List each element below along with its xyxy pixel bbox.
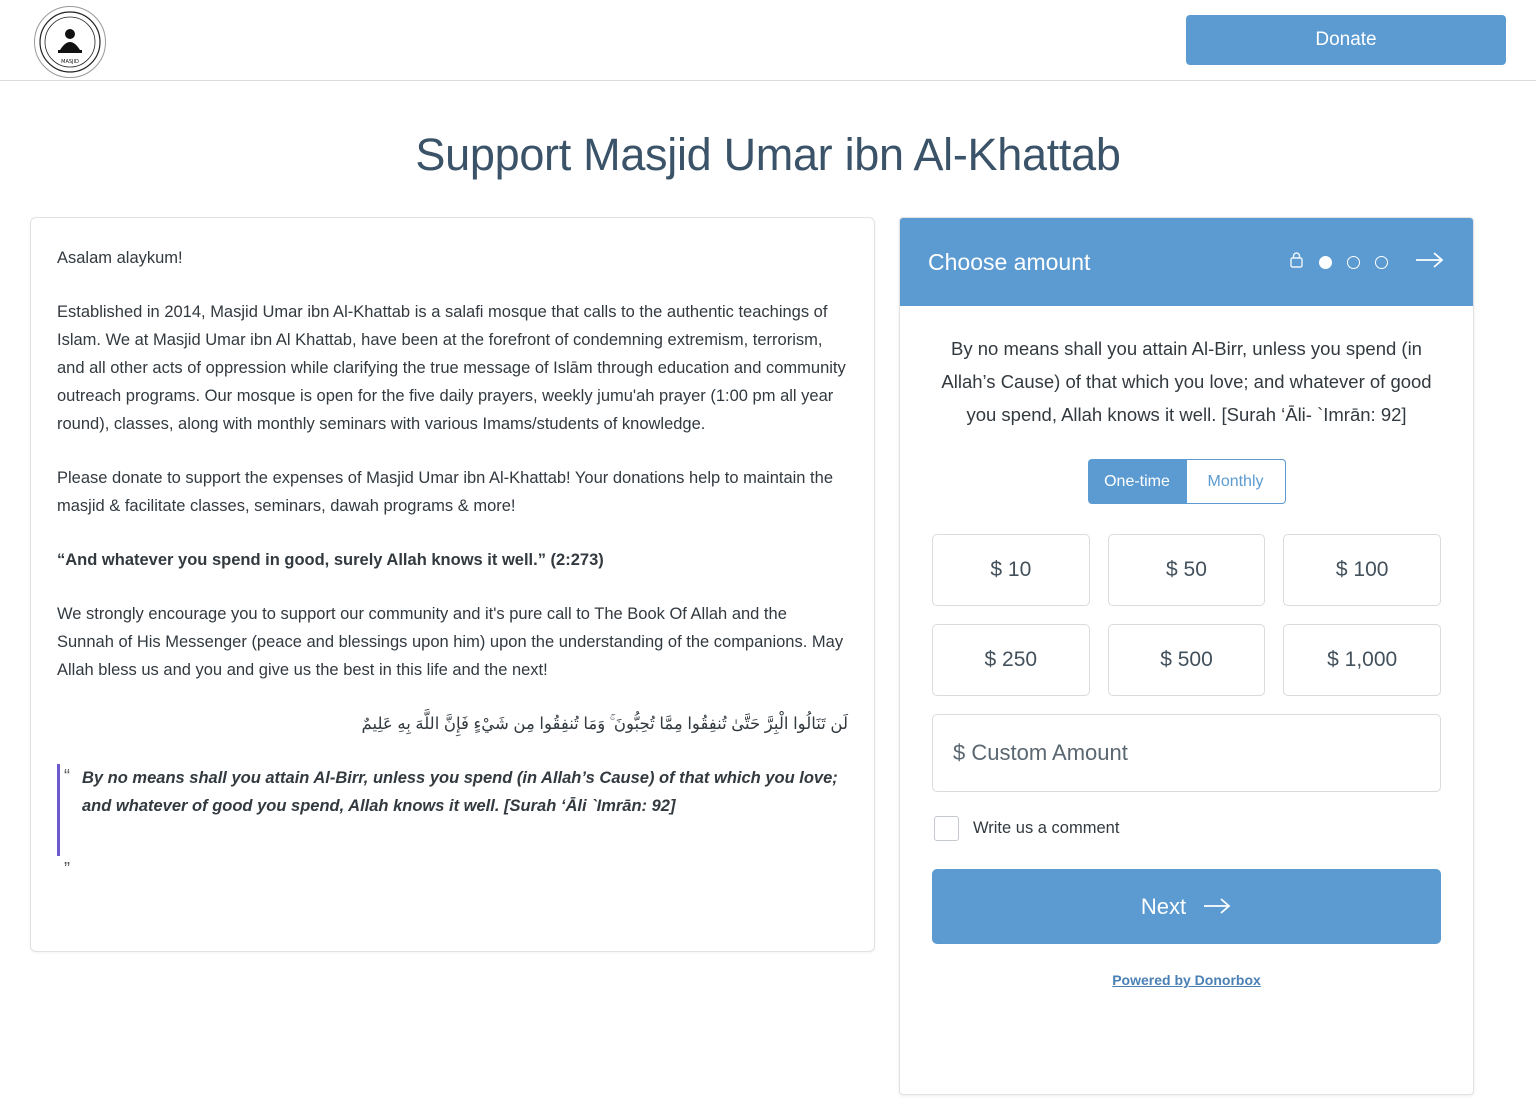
widget-title: Choose amount [928,248,1091,275]
donate-button[interactable]: Donate [1186,15,1506,65]
next-arrow-icon [1204,894,1232,920]
verse-translation: By no means shall you attain Al-Birr, unless you spend (in Allah’s Cause) of that which you love; and whatever of good you spend, Allah knows it well. [Surah ‘Āli `Imrān: 92] [82,769,838,815]
intro-paragraph: Established in 2014, Masjid Umar ibn Al-Khattab is a salafi mosque that calls to the authentic teachings of Islam. We at Masjid Umar ibn Al Khattab, have been at the forefront of condemning extremism, terrorism, and all other acts of oppression while clarifying the true message of Islām through education and community outreach programs. Our mosque is open for the five daily prayers, weekly jumu'ah prayer (1:00 pm all year round), classes, along with monthly seminars with various Imams/students of knowledge. [57,303,846,433]
frequency-one-time-button[interactable]: One-time [1088,459,1187,504]
encouragement-paragraph: We strongly encourage you to support our community and it's pure call to The Book Of Allah and the Sunnah of His Messenger (peace and blessings upon him) upon the understanding of the companions. May Allah bless us and you and give us the best in this life and the next! [57,605,844,679]
step-dot-2 [1347,256,1360,269]
widget-verse: By no means shall you attain Al-Birr, unless you spend (in Allah’s Cause) of that which you love; and whatever of good you spend, Allah knows it well. [Surah ‘Āli- `Imrān: 92] [941,338,1432,425]
quran-quote-bold: “And whatever you spend in good, surely Allah knows it well.” (2:273) [57,551,604,569]
svg-text:MASJID: MASJID [61,59,79,65]
masjid-logo [34,6,106,78]
quote-close-mark: ” [64,859,70,879]
comment-label: Write us a comment [973,819,1120,837]
main-content [0,217,1536,1095]
donate-request-paragraph: Please donate to support the expenses of Masjid Umar ibn Al-Khattab! Your donations help to maintain the masjid & facilitate classes, seminars, dawah programs & more! [57,469,833,515]
amount-button-10[interactable]: $ 10 [932,534,1090,606]
frequency-monthly-button[interactable]: Monthly [1187,459,1286,504]
step-dot-1 [1319,256,1332,269]
arabic-verse: لَن تَنَالُوا الْبِرَّ حَتَّىٰ تُنفِقُوا مِمَّا تُحِبُّونَ ۚ وَمَا تُنفِقُوا مِن شَيْءٍ فَإِنَّ اللَّهَ بِهِ عَلِيمٌ [361,715,848,733]
arrow-right-icon[interactable] [1415,251,1445,274]
comment-checkbox[interactable] [934,816,959,841]
amount-grid [932,534,1441,696]
powered-by-link[interactable]: Powered by Donorbox [1112,972,1261,988]
page-title: Support Masjid Umar ibn Al-Khattab [415,129,1121,180]
amount-button-1000[interactable]: $ 1,000 [1283,624,1441,696]
comment-row [934,816,1441,841]
next-button[interactable] [932,869,1441,944]
amount-button-250[interactable]: $ 250 [932,624,1090,696]
amount-button-100[interactable]: $ 100 [1283,534,1441,606]
frequency-toggle [932,459,1441,504]
powered-by [932,972,1441,990]
step-dot-3 [1375,256,1388,269]
amount-button-500[interactable]: $ 500 [1108,624,1266,696]
widget-header-icons [1289,251,1445,274]
widget-body [900,306,1473,1022]
next-button-label: Next [1140,893,1187,919]
verse-blockquote [57,764,848,879]
lock-icon [1289,251,1304,274]
custom-amount-input[interactable] [932,714,1441,792]
info-card [30,217,875,952]
amount-button-50[interactable]: $ 50 [1108,534,1266,606]
site-header [0,0,1536,81]
quote-open-mark: “ [64,766,70,786]
widget-header [900,218,1473,306]
donation-widget [899,217,1474,1095]
greeting-text: Asalam alaykum! [57,249,183,267]
